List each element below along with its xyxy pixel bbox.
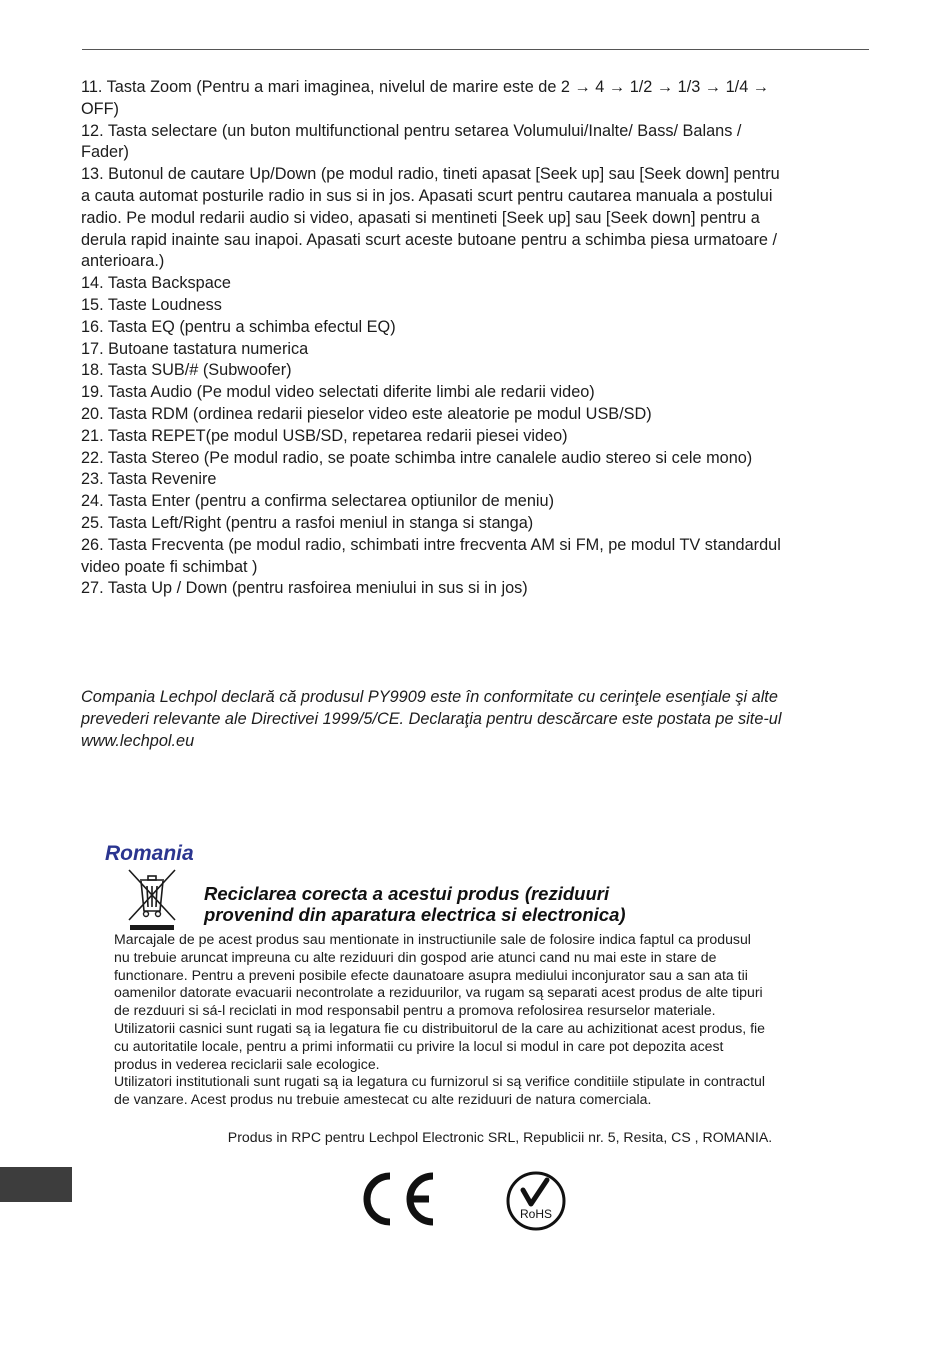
- list-line: OFF): [81, 99, 119, 118]
- list-line: derula rapid inainte sau inapoi. Apasati scurt aceste butoane pentru a schimba piesa urmatoare /: [81, 230, 777, 249]
- recycling-title-line: provenind din aparatura electrica si electronica): [204, 904, 626, 925]
- list-line: 15. Taste Loudness: [81, 295, 222, 314]
- declaration-link: www.lechpol.eu: [81, 732, 195, 750]
- recycling-line: produs in vederea reciclarii sale ecologice.: [114, 1055, 380, 1072]
- rohs-mark-icon: [505, 1170, 567, 1232]
- list-line: 26. Tasta Frecventa (pe modul radio, schimbati intre frecventa AM si FM, pe modul TV standardul: [81, 535, 781, 554]
- rohs-label: RoHS: [519, 1207, 553, 1221]
- crossed-bin-icon: [126, 867, 178, 931]
- list-line: 25. Tasta Left/Right (pentru a rasfoi meniul in stanga si stanga): [81, 513, 534, 532]
- recycling-line: Marcajale de pe acest produs sau mentionate in instructiunile sale de folosire indica faptul ca produsul: [114, 931, 751, 947]
- producer-line: Produs in RPC pentru Lechpol Electronic SRL, Republicii nr. 5, Resita, CS , ROMANIA.: [227, 1129, 773, 1145]
- list-line: a cauta automat posturile radio in sus si in jos. Apasati scurt pentru cautarea manuala a postului: [81, 186, 773, 205]
- list-line: 16. Tasta EQ (pentru a schimba efectul EQ): [81, 317, 396, 336]
- recycling-line: de vanzare. Acest produs nu trebuie amestecat cu alte reziduuri de natura comerciala.: [114, 1091, 652, 1108]
- country-heading: Romania: [105, 842, 194, 865]
- declaration-line: Compania Lechpol declară că produsul PY9909 este în conformitate cu cerinţele esenţiale şi alte: [81, 688, 778, 706]
- recycling-line: Utilizatorii casnici sunt rugati są ia legatura fie cu distribuitorul de la care au achizitionat acest produs, fie: [114, 1019, 765, 1036]
- list-line: Fader): [81, 143, 129, 162]
- recycling-line: oamenilor datorate evacuarii necontrolate a reziduurilor, va rugam są separati acest produs de alte tipuri: [114, 984, 763, 1001]
- list-line: 22. Tasta Stereo (Pe modul radio, se poate schimba intre canalele audio stereo si cele mono): [81, 448, 753, 467]
- declaration-line: prevederi relevante ale Directivei 1999/5/CE. Declaraţia pentru descărcare este postata pe site-ul: [81, 710, 782, 728]
- remote-key-list: [81, 77, 881, 600]
- list-line: 27. Tasta Up / Down (pentru rasfoirea meniului in sus si in jos): [81, 579, 528, 598]
- list-line: 18. Tasta SUB/# (Subwoofer): [81, 361, 292, 380]
- list-line: 23. Tasta Revenire: [81, 470, 217, 489]
- recycling-line: cu autoritatile locale, pentru a primi informatii cu privire la locul si modul in care pot depozita acest: [114, 1037, 724, 1054]
- list-line: 24. Tasta Enter (pentru a confirma selectarea optiunilor de meniu): [81, 492, 555, 511]
- list-line: 21. Tasta REPET(pe modul USB/SD, repetarea redarii piesei video): [81, 426, 568, 445]
- header-rule: [82, 49, 869, 50]
- recycling-line: functionare. Pentru a preveni posibile efecte daunatoare asupra mediului inconjurator sau a san ata tii: [114, 966, 748, 983]
- recycling-line: Utilizatori institutionali sunt rugati są ia legatura cu furnizorul si są verifice conditiile stipulate in contractul: [114, 1073, 765, 1090]
- list-line: 17. Butoane tastatura numerica: [81, 339, 309, 358]
- list-line: anterioara.): [81, 252, 165, 271]
- recycling-title-line: Reciclarea corecta a acestui produs (reziduuri: [204, 883, 610, 904]
- list-line: video poate fi schimbat ): [81, 557, 258, 576]
- ce-mark-icon: [355, 1167, 435, 1231]
- list-line: radio. Pe modul redarii audio si video, apasati si mentineti [Seek up] sau [Seek down] pentru a: [81, 208, 760, 227]
- recycling-text: [114, 931, 874, 1109]
- recycling-line: de rezduuri si sá-l reciclati in mod responsabil pentru a promova refolosirea resurselor materiale.: [114, 1002, 716, 1019]
- page-edge-tab: [0, 1167, 72, 1202]
- list-line: 14. Tasta Backspace: [81, 274, 231, 293]
- conformity-declaration: [81, 686, 881, 752]
- list-line: 13. Butonul de cautare Up/Down (pe modul radio, tineti apasat [Seek up] sau [Seek down] pentru: [81, 165, 780, 184]
- list-line: 11. Tasta Zoom (Pentru a mari imaginea, nivelul de marire este de 2 → 4 → 1/2 → 1/3 → 1/4 →: [81, 78, 770, 96]
- recycling-line: nu trebuie aruncat impreuna cu alte reziduuri din gospod arie atunci cand nu mai este in stare de: [114, 948, 717, 965]
- list-line: 19. Tasta Audio (Pe modul video selectati diferite limbi ale redarii video): [81, 383, 595, 402]
- recycling-title: [204, 883, 804, 925]
- list-line: 20. Tasta RDM (ordinea redarii pieselor video este aleatorie pe modul USB/SD): [81, 404, 652, 423]
- list-line: 12. Tasta selectare (un buton multifunctional pentru setarea Volumului/Inalte/ Bass/ Balans /: [81, 121, 742, 140]
